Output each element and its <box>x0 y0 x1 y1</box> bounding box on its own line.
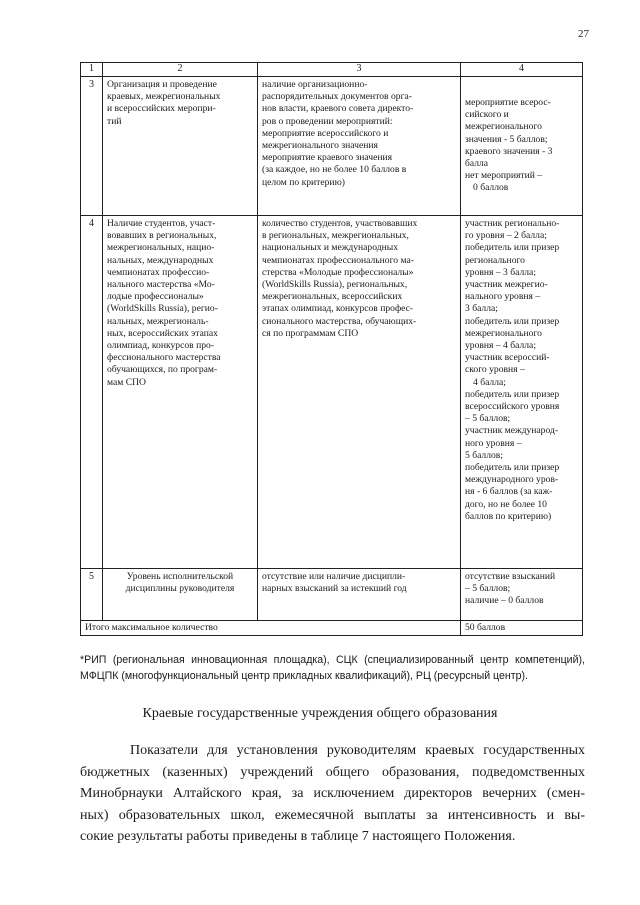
table-row <box>81 569 583 621</box>
text-line: победитель или призер <box>465 462 560 474</box>
row-number: 5 <box>81 569 103 621</box>
page-number: 27 <box>578 28 589 40</box>
table-header-row <box>81 63 583 77</box>
text-line: ных, всероссийских этапах <box>107 327 218 339</box>
text-line: ся по программам СПО <box>262 327 359 339</box>
text-line: участник межрегио- <box>465 279 548 291</box>
text-line: межрегионального <box>465 327 542 339</box>
header-cell: 3 <box>258 63 461 77</box>
text-line: участник международ- <box>465 425 559 437</box>
text-line: тий <box>107 115 122 127</box>
text-line: количество студентов, участвовавших <box>262 218 418 229</box>
text-line: участник всероссий- <box>465 352 550 364</box>
text-line: в региональных, межрегиональных, <box>262 230 409 242</box>
text-line: целом по критерию) <box>262 176 345 188</box>
text-line: и всероссийских меропри- <box>107 103 216 115</box>
text-line: международного уров- <box>465 474 559 486</box>
text-line: наличие – 0 баллов <box>465 595 544 607</box>
total-row <box>81 621 583 636</box>
header-cell: 2 <box>103 63 258 77</box>
indicator-cell <box>258 569 461 621</box>
paragraph-line: бюджетных (казенных) учреждений общего образования, подведомственных <box>80 764 585 780</box>
text-line: отсутствие взысканий <box>465 571 556 582</box>
text-line: отсутствие или наличие дисципли- <box>262 571 406 582</box>
text-line: го уровня – 2 балла; <box>465 230 547 242</box>
criterion-cell <box>103 77 258 216</box>
text-line: 5 баллов; <box>465 449 503 461</box>
text-line: (WorldSkills Russia), региональных, <box>262 279 408 291</box>
text-line: национальных и международных <box>262 242 399 254</box>
text-line: лодые профессионалы» <box>107 291 204 303</box>
footnote: *РИП (региональная инновационная площадка), СЦК (специализированный центр компетенций), МФЦПК (многофункциональный центр прикладных квалификаций), РЦ (ресурсный центр). <box>80 654 585 682</box>
indicator-cell <box>258 216 461 569</box>
table-row <box>81 216 583 569</box>
text-line: победитель или призер <box>465 315 560 327</box>
total-value: 50 баллов <box>461 621 583 636</box>
text-line: сионального мастерства, обучающих- <box>262 315 417 327</box>
text-line: мероприятие всерос- <box>465 97 551 108</box>
text-line: ров о проведении мероприятий: <box>262 115 393 127</box>
text-line: чемпионатах профессио- <box>107 266 210 278</box>
indicator-cell <box>258 77 461 216</box>
text-line: балла <box>465 158 489 170</box>
text-line: регионального <box>465 254 525 266</box>
text-line: (WorldSkills Russia), регио- <box>107 303 218 315</box>
total-label: Итого максимальное количество <box>81 621 461 636</box>
text-line: межрегионального значения <box>262 140 378 152</box>
paragraph-line: ных) образовательных школ, ежемесячной выплаты за интенсивность и вы- <box>80 807 585 823</box>
text-line: уровня – 3 балла; <box>465 266 536 278</box>
section-title: Краевые государственные учреждения общего образования <box>142 706 498 721</box>
text-line: этапах олимпиад, конкурсов профес- <box>262 303 414 315</box>
text-line: олимпиад, конкурсов про- <box>107 340 214 352</box>
text-line: мероприятие всероссийского и <box>262 127 389 139</box>
text-line: 3 балла; <box>465 303 498 315</box>
criteria-table <box>80 62 583 636</box>
text-line: значения - 5 баллов; <box>465 133 548 145</box>
text-line: нальных, межрегиональ- <box>107 315 209 327</box>
text-line: межрегионального <box>465 121 542 133</box>
text-line: всероссийского уровня <box>465 401 560 413</box>
text-line: (за каждое, но не более 10 баллов в <box>262 164 407 176</box>
text-line: победитель или призер <box>465 388 560 400</box>
table-row <box>81 77 583 216</box>
text-line: нет мероприятий – <box>465 170 543 182</box>
text-line: сийского и <box>465 109 509 121</box>
body-paragraph <box>80 740 585 848</box>
text-line: фессионального мастерства <box>107 352 221 364</box>
criterion-cell <box>103 216 258 569</box>
text-line: – 5 баллов; <box>465 413 511 425</box>
header-cell: 4 <box>461 63 583 77</box>
text-line: победитель или призер <box>465 242 560 254</box>
text-line: распорядительных документов орга- <box>262 91 412 103</box>
text-line: нов власти, краевого совета директо- <box>262 103 414 115</box>
text-line: ня - 6 баллов (за каж- <box>465 486 553 498</box>
header-cell: 1 <box>81 63 103 77</box>
text-line: вовавших в региональных, <box>107 230 217 242</box>
score-cell <box>461 569 583 621</box>
paragraph-line: Минобрнауки Алтайского края, за исключением директоров вечерних (смен- <box>80 786 585 801</box>
row-number: 3 <box>81 77 103 216</box>
text-line: 4 балла; <box>473 376 506 388</box>
text-line: Организация и проведение <box>107 79 217 90</box>
text-line: дого, но не более 10 <box>465 498 547 510</box>
text-line: ского уровня – <box>465 364 525 376</box>
text-line: мероприятие краевого значения <box>262 152 393 164</box>
text-line: ного уровня – <box>465 437 522 449</box>
text-line: – 5 баллов; <box>465 583 511 595</box>
row-number: 4 <box>81 216 103 569</box>
paragraph-line: Показатели для установления руководителям краевых государственных <box>130 743 585 758</box>
text-line: нарных взысканий за истекший год <box>262 583 407 595</box>
text-line: чемпионатах профессионального ма- <box>262 254 414 266</box>
text-line: обучающихся, по програм- <box>107 364 218 376</box>
text-line: дисциплины руководителя <box>125 583 235 595</box>
text-line: уровня – 4 балла; <box>465 340 536 352</box>
text-line: участник регионально- <box>465 218 560 229</box>
score-cell <box>461 77 583 216</box>
paragraph-line: сокие результаты работы приведены в таблице 7 настоящего Положения. <box>80 829 516 844</box>
text-line: Наличие студентов, участ- <box>107 218 216 229</box>
text-line: нального мастерства «Мо- <box>107 279 215 291</box>
score-cell <box>461 216 583 569</box>
criterion-cell <box>103 569 258 621</box>
text-line: межрегиональных, всероссийских <box>262 291 403 303</box>
text-line: краевых, межрегиональных <box>107 91 221 103</box>
text-line: межрегиональных, нацио- <box>107 242 215 254</box>
text-line: нальных, международных <box>107 254 214 266</box>
text-line: баллов по критерию) <box>465 510 552 522</box>
text-line: наличие организационно- <box>262 79 368 90</box>
text-line: Уровень исполнительской <box>126 571 234 582</box>
text-line: 0 баллов <box>473 182 509 194</box>
text-line: краевого значения - 3 <box>465 145 553 157</box>
text-line: мам СПО <box>107 376 146 388</box>
text-line: стерства «Молодые профессионалы» <box>262 266 414 278</box>
text-line: нального уровня – <box>465 291 541 303</box>
